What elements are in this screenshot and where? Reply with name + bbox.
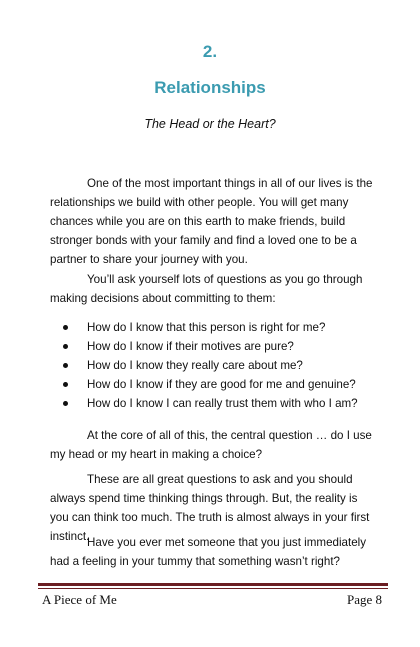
bullet-icon xyxy=(63,344,68,349)
footer-divider-thick xyxy=(38,583,388,586)
paragraph-4: These are all great questions to ask and you should always spend time thinking things through. But, the reality is you can think too much. The truth is almost always in your first instinct. xyxy=(50,473,370,543)
bullet-icon xyxy=(63,401,68,406)
chapter-number: 2. xyxy=(202,42,218,61)
footer-divider-thin xyxy=(38,588,388,589)
list-item xyxy=(50,375,380,394)
list-item-text: How do I know that this person is right for me? xyxy=(87,321,326,334)
paragraph-5: Have you ever met someone that you just immediately had a feeling in your tummy that something wasn’t right? xyxy=(50,536,367,568)
list-item xyxy=(50,394,380,413)
list-item-text: How do I know I can really trust them with who I am? xyxy=(87,397,358,410)
list-item-text: How do I know if their motives are pure? xyxy=(87,340,294,353)
list-item-text: How do I know if they are good for me and genuine? xyxy=(87,378,356,391)
bullet-icon xyxy=(63,363,68,368)
list-item xyxy=(50,337,380,356)
chapter-title: Relationships xyxy=(154,78,266,97)
chapter-subtitle: The Head or the Heart? xyxy=(144,117,276,131)
paragraph-3: At the core of all of this, the central question … do I use my head or my heart in making a choice? xyxy=(50,429,372,461)
question-list xyxy=(50,318,380,413)
paragraph-1: One of the most important things in all of our lives is the relationships we build with other people. You will get many chances while you are on this earth to make friends, build stronger bonds with your family and find a loved one to be a partner to share your journey with you. xyxy=(50,177,373,266)
paragraph-2: You’ll ask yourself lots of questions as you go through making decisions about committing to them: xyxy=(50,273,363,305)
bullet-icon xyxy=(63,325,68,330)
bullet-icon xyxy=(63,382,68,387)
list-item xyxy=(50,356,380,375)
footer-book-title: A Piece of Me xyxy=(42,592,117,607)
list-item-text: How do I know they really care about me? xyxy=(87,359,303,372)
list-item xyxy=(50,318,380,337)
footer-page-number: Page 8 xyxy=(346,592,382,607)
